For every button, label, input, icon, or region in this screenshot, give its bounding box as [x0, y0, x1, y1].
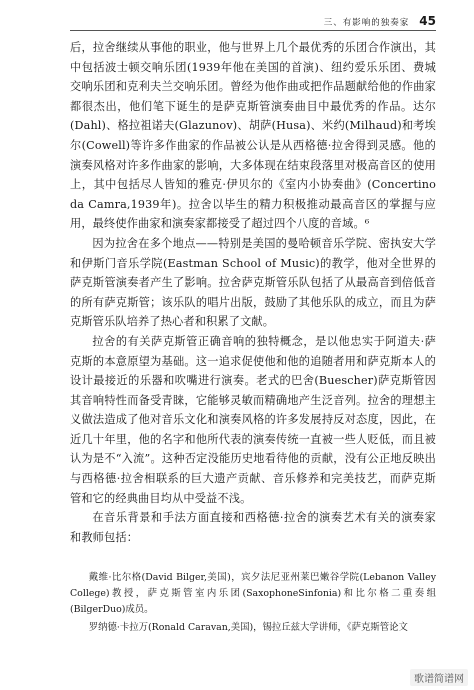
list-item-bilger: 戴维·比尔格(David Bilger,美国)，宾夕法尼亚州莱巴嫩谷学院(Lebanon Valley College)教授，萨克斯管室内乐团(SaxophoneSinfonia)和比尔格二重奏组(BilgerDuo)成员。 [70, 572, 436, 615]
main-text [70, 38, 436, 547]
running-header [70, 10, 436, 31]
site-watermark: 歌谱简谱网 [410, 669, 468, 686]
paragraph-4: 在音乐背景和手法方面直接和西格德·拉舍的演奏艺术有关的演奏家和教师包括： [70, 511, 436, 544]
page-number: 45 [419, 14, 436, 28]
section-title: 三、有影响的独奏家 [323, 18, 410, 28]
list-item-caravan: 罗纳德·卡拉万(Ronald Caravan,美国)，锡拉丘兹大学讲师，《萨克斯管论文 [88, 622, 408, 633]
paragraph-2: 因为拉舍在多个地点——特别是美国的曼哈顿音乐学院、密执安大学和伊斯门音乐学院(Eastman School of Music)的教学，他对全世界的萨克斯管演奏者产生了影响。拉舍萨克斯管乐队包括了从最高音到倍低音的所有萨克斯管；该乐队的唱片出版，鼓励了其他乐队的成立，而且为萨克斯管乐队培养了热心者和积累了文献。 [70, 236, 436, 329]
paragraph-1: 后，拉舍继续从事他的职业，他与世界上几个最优秀的乐团合作演出，其中包括波士顿交响乐团(1939年他在美国的首演)、纽约爱乐乐团、费城交响乐团和克利夫兰交响乐团。曾经为他作曲或把作品题献给他的作曲家都很杰出，他们笔下诞生的是萨克斯管演奏曲目中最优秀的作品。达尔(Dahl)、格拉祖诺夫(Glazunov)、胡萨(Husa)、米约(Milhaud)和考埃尔(Cowell)等许多作曲家的作品被公认是从西格德·拉舍得到灵感。他的演奏风格对许多作曲家的影响，大多体现在结束段落里对极高音区的使用上，其中包括尽人皆知的雅克·伊贝尔的《室内小协奏曲》(Concertino da Camra,1939年)。拉舍以毕生的精力积极推动最高音区的掌握与应用，最终使作曲家和演奏家都接受了超过四个八度的音域。⁶ [70, 41, 436, 231]
paragraph-3: 拉舍的有关萨克斯管正确音响的独特概念，是以他忠实于阿道夫·萨克斯的本意原望为基础。这一追求促使他和他的追随者用和萨克斯本人的设计最接近的乐器和吹嘴进行演奏。老式的巴舍(Buescher)萨克斯管因其音响特性而备受青睐，它能够灵敏而精确地产生泛音列。拉舍的理想主义做法造成了他对音乐文化和演奏风格的许多发展持反对态度，因此，在近几十年里，他的名字和他所代表的演奏传统一直被一些人贬低，而且被认为是不“入流”。这种否定没能历史地看待他的贡献，没有公正地反映出与西格德·拉舍相联系的巨大遗产贡献、音乐修养和完美技艺，而萨克斯管和它的经典曲目均从中受益不浅。 [70, 334, 436, 505]
performer-list [70, 570, 436, 638]
